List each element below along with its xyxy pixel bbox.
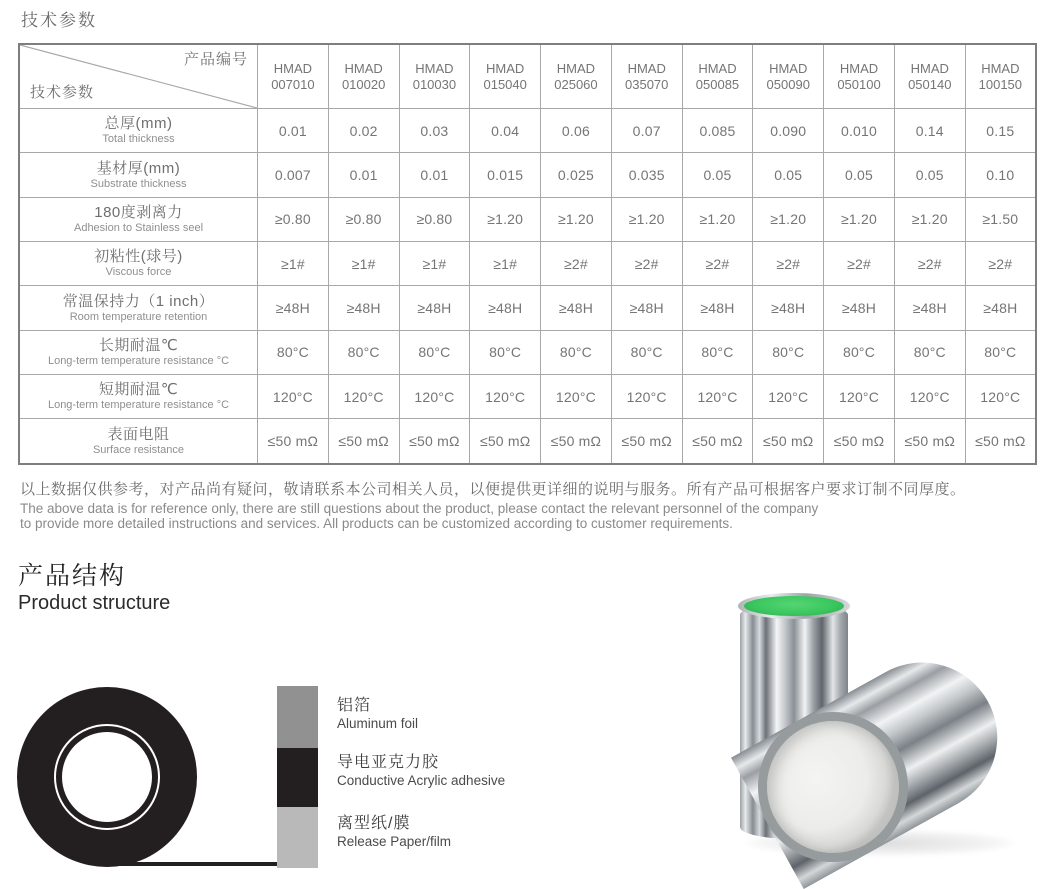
cell-value: ≥48H: [258, 286, 329, 330]
table-row: [19, 197, 1036, 241]
row-label: 初粘性(球号) Viscous force: [19, 242, 258, 286]
cell-value: ≥0.80: [258, 197, 329, 241]
layer-swatch-conductive-adhesive: [277, 748, 318, 807]
cell-value: 80°C: [824, 330, 895, 374]
layer-swatch-aluminum-foil: [277, 686, 318, 748]
cell-value: 0.01: [328, 153, 399, 197]
cell-value: ≤50 mΩ: [611, 419, 682, 464]
cell-value: ≥2#: [894, 242, 965, 286]
cell-value: 80°C: [328, 330, 399, 374]
note-en-line2: to provide more detailed instructions and services. All products can be customized according to customer requirements.: [20, 516, 733, 531]
cell-value: 0.085: [682, 109, 753, 153]
cell-value: 0.03: [399, 109, 470, 153]
cell-value: ≤50 mΩ: [258, 419, 329, 464]
cell-value: 0.05: [682, 153, 753, 197]
cell-value: ≥1#: [470, 242, 541, 286]
cell-value: 120°C: [965, 375, 1036, 419]
cell-value: ≥0.80: [399, 197, 470, 241]
corner-param-label: 技术参数: [30, 84, 95, 101]
note-en-line1: The above data is for reference only, there are still questions about the product, please contact the relevant personnel of the company: [20, 501, 819, 516]
cell-value: 120°C: [753, 375, 824, 419]
cell-value: 0.06: [541, 109, 612, 153]
cell-value: 80°C: [611, 330, 682, 374]
cell-value: ≥2#: [753, 242, 824, 286]
cell-value: 80°C: [965, 330, 1036, 374]
cell-value: ≤50 mΩ: [682, 419, 753, 464]
cell-value: ≤50 mΩ: [894, 419, 965, 464]
col-header-015040: HMAD 015040: [470, 44, 541, 109]
cell-value: ≥2#: [611, 242, 682, 286]
spec-table-body: [19, 109, 1036, 465]
cell-value: ≥1.20: [824, 197, 895, 241]
col-header-050100: HMAD 050100: [824, 44, 895, 109]
col-header-050090: HMAD 050090: [753, 44, 824, 109]
cell-value: 80°C: [682, 330, 753, 374]
cell-value: 0.010: [824, 109, 895, 153]
table-row: [19, 242, 1036, 286]
cell-value: ≥0.80: [328, 197, 399, 241]
cell-value: 120°C: [611, 375, 682, 419]
col-header-050085: HMAD 050085: [682, 44, 753, 109]
corner-product-label: 产品编号: [183, 51, 248, 68]
col-header-025060: HMAD 025060: [541, 44, 612, 109]
cell-value: 120°C: [470, 375, 541, 419]
cell-value: ≥1.20: [470, 197, 541, 241]
cell-value: 0.015: [470, 153, 541, 197]
cell-value: 0.090: [753, 109, 824, 153]
table-row: [19, 330, 1036, 374]
cell-value: 120°C: [894, 375, 965, 419]
cell-value: ≥1.20: [894, 197, 965, 241]
cell-value: 0.07: [611, 109, 682, 153]
section-title-zh: 产品结构: [18, 562, 127, 590]
table-row: [19, 109, 1036, 153]
cell-value: ≥1#: [399, 242, 470, 286]
col-header-010020: HMAD 010020: [328, 44, 399, 109]
cell-value: ≥48H: [541, 286, 612, 330]
col-header-010030: HMAD 010030: [399, 44, 470, 109]
cell-value: 80°C: [753, 330, 824, 374]
cell-value: ≥48H: [824, 286, 895, 330]
col-header-100150: HMAD 100150: [965, 44, 1036, 109]
cell-value: 120°C: [399, 375, 470, 419]
cell-value: 0.035: [611, 153, 682, 197]
cell-value: ≥2#: [682, 242, 753, 286]
table-row: [19, 375, 1036, 419]
cell-value: ≥1#: [258, 242, 329, 286]
layer-label: 离型纸/膜 Release Paper/film: [337, 815, 452, 849]
row-label: 短期耐温℃ Long-term temperature resistance °C: [19, 375, 258, 419]
cell-value: ≥48H: [328, 286, 399, 330]
row-label: 长期耐温℃ Long-term temperature resistance °C: [19, 330, 258, 374]
cell-value: ≤50 mΩ: [470, 419, 541, 464]
col-header-007010: HMAD 007010: [258, 44, 329, 109]
cell-value: 80°C: [399, 330, 470, 374]
cell-value: 0.01: [399, 153, 470, 197]
foil-rolls-image: [690, 575, 1040, 875]
cell-value: 120°C: [258, 375, 329, 419]
cell-value: 0.15: [965, 109, 1036, 153]
cell-value: 0.05: [753, 153, 824, 197]
cell-value: ≥2#: [541, 242, 612, 286]
cell-value: 0.14: [894, 109, 965, 153]
layer-label: 铝箔 Aluminum foil: [337, 697, 419, 731]
layer-bar: [277, 686, 318, 868]
table-row: [19, 286, 1036, 330]
cell-value: 80°C: [470, 330, 541, 374]
col-header-035070: HMAD 035070: [611, 44, 682, 109]
cell-value: 0.04: [470, 109, 541, 153]
row-label: 表面电阻 Surface resistance: [19, 419, 258, 464]
cell-value: ≤50 mΩ: [753, 419, 824, 464]
spec-table-wrap: [18, 43, 1037, 465]
table-row: [19, 419, 1036, 464]
cell-value: 120°C: [541, 375, 612, 419]
col-header-050140: HMAD 050140: [894, 44, 965, 109]
note-zh: 以上数据仅供参考，对产品尚有疑问，敬请联系本公司相关人员，以便提供更详细的说明与服务。所有产品可根据客户要求订制不同厚度。: [20, 481, 966, 498]
cell-value: ≥48H: [399, 286, 470, 330]
cell-value: ≥2#: [824, 242, 895, 286]
cell-value: 120°C: [824, 375, 895, 419]
cell-value: ≥48H: [894, 286, 965, 330]
cell-value: 0.05: [894, 153, 965, 197]
section-title-en: Product structure: [18, 592, 171, 614]
cell-value: 0.007: [258, 153, 329, 197]
cell-value: 80°C: [894, 330, 965, 374]
tape-roll-diagram: [10, 680, 290, 875]
table-row: [19, 153, 1036, 197]
cell-value: ≥48H: [611, 286, 682, 330]
cell-value: ≥1#: [328, 242, 399, 286]
row-label: 常温保持力（1 inch） Room temperature retention: [19, 286, 258, 330]
cell-value: 0.01: [258, 109, 329, 153]
cell-value: ≥1.20: [682, 197, 753, 241]
cell-value: ≤50 mΩ: [328, 419, 399, 464]
cell-value: 80°C: [258, 330, 329, 374]
cell-value: 0.05: [824, 153, 895, 197]
note-en: [20, 501, 1030, 531]
cell-value: 0.02: [328, 109, 399, 153]
cell-value: 120°C: [682, 375, 753, 419]
cell-value: 80°C: [541, 330, 612, 374]
cell-value: 0.025: [541, 153, 612, 197]
row-label: 180度剥离力 Adhesion to Stainless seel: [19, 197, 258, 241]
cell-value: ≥48H: [753, 286, 824, 330]
cell-value: ≥1.20: [753, 197, 824, 241]
vertical-roll-green-top: [744, 596, 844, 616]
cell-value: ≤50 mΩ: [541, 419, 612, 464]
table-corner-cell: [19, 44, 258, 109]
cell-value: 0.10: [965, 153, 1036, 197]
cell-value: ≥1.50: [965, 197, 1036, 241]
cell-value: ≥2#: [965, 242, 1036, 286]
cell-value: ≤50 mΩ: [965, 419, 1036, 464]
spec-table: [18, 43, 1037, 465]
cell-value: ≤50 mΩ: [399, 419, 470, 464]
layer-swatch-release-paper: [277, 807, 318, 868]
row-label: 基材厚(mm) Substrate thickness: [19, 153, 258, 197]
row-label: 总厚(mm) Total thickness: [19, 109, 258, 153]
cell-value: ≥48H: [470, 286, 541, 330]
tape-roll-hole: [62, 732, 152, 822]
cell-value: ≥48H: [965, 286, 1036, 330]
cell-value: ≥48H: [682, 286, 753, 330]
table-header-row: [19, 44, 1036, 109]
cell-value: 120°C: [328, 375, 399, 419]
cell-value: ≥1.20: [541, 197, 612, 241]
cell-value: ≤50 mΩ: [824, 419, 895, 464]
page-title: 技术参数: [21, 11, 97, 30]
cell-value: ≥1.20: [611, 197, 682, 241]
layer-label: 导电亚克力胶 Conductive Acrylic adhesive: [337, 754, 506, 788]
